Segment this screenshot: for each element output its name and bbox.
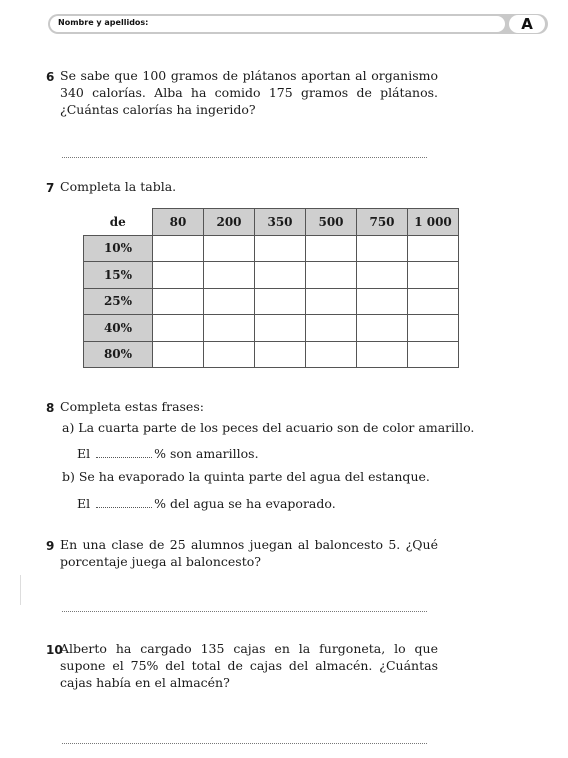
answer-cell[interactable]: [306, 288, 357, 315]
exercise-9-number: 9: [46, 539, 55, 553]
exercise-8-text: Completa estas frases:: [60, 399, 204, 414]
exercise-6-answer-line[interactable]: [62, 157, 427, 158]
answer-cell[interactable]: [204, 235, 255, 262]
answer-cell[interactable]: [255, 235, 306, 262]
answer-cell[interactable]: [306, 315, 357, 342]
answer-cell[interactable]: [153, 341, 204, 368]
exercise-10-number: 10: [46, 643, 63, 657]
answer-cell[interactable]: [306, 235, 357, 262]
row-header: 15%: [84, 262, 153, 289]
answer-cell[interactable]: [204, 288, 255, 315]
exercise-8b-statement: b) Se ha evaporado la quinta parte del agua del estanque.: [62, 469, 430, 484]
answer-cell[interactable]: [357, 315, 408, 342]
table-row: [84, 262, 459, 289]
exercise-9-answer-line[interactable]: [62, 611, 427, 612]
row-header: 10%: [84, 235, 153, 262]
exercise-7-number: 7: [46, 181, 55, 195]
exercise-7-text: Completa la tabla.: [60, 179, 177, 194]
exercise-8b-blank[interactable]: [96, 497, 152, 508]
row-header: 25%: [84, 288, 153, 315]
answer-cell[interactable]: [408, 235, 459, 262]
percentage-table: [83, 208, 459, 368]
column-header: 200: [204, 209, 255, 236]
exercise-8a-statement: a) La cuarta parte de los peces del acuario son de color amarillo.: [62, 420, 475, 435]
exercise-8a-sentence: [77, 445, 259, 462]
exercise-8b-sentence: [77, 495, 336, 512]
exercise-8a-blank[interactable]: [96, 447, 152, 458]
answer-cell[interactable]: [306, 341, 357, 368]
answer-cell[interactable]: [153, 235, 204, 262]
column-header: 80: [153, 209, 204, 236]
answer-cell[interactable]: [357, 341, 408, 368]
answer-cell[interactable]: [357, 235, 408, 262]
answer-cell[interactable]: [408, 341, 459, 368]
answer-cell[interactable]: [204, 341, 255, 368]
column-header: 350: [255, 209, 306, 236]
version-badge: A: [509, 15, 545, 33]
row-header: 40%: [84, 315, 153, 342]
answer-cell[interactable]: [408, 315, 459, 342]
exercise-6-text: Se sabe que 100 gramos de plátanos aportan al organismo 340 calorías. Alba ha comido 175 gramos de plátanos. ¿Cuántas calorías ha ingerido?: [60, 68, 438, 117]
exercise-9-text: En una clase de 25 alumnos juegan al baloncesto 5. ¿Qué porcentaje juega al baloncesto?: [60, 537, 438, 569]
column-header: 750: [357, 209, 408, 236]
table-row: [84, 288, 459, 315]
answer-cell[interactable]: [204, 315, 255, 342]
exercise-10-text: Alberto ha cargado 135 cajas en la furgoneta, lo que supone el 75% del total de cajas del almacén. ¿Cuántas cajas había en el almacén?: [60, 641, 438, 690]
exercise-8a-suffix: % son amarillos.: [154, 446, 259, 461]
table-corner-label: de: [109, 214, 126, 229]
table-row: [84, 315, 459, 342]
name-label: Nombre y apellidos:: [58, 18, 149, 27]
column-header: 1 000: [408, 209, 459, 236]
exercise-8-number: 8: [46, 401, 55, 415]
exercise-8b-prefix: El: [77, 496, 91, 511]
table-row: [84, 235, 459, 262]
table-header-row: [84, 209, 459, 236]
answer-cell[interactable]: [204, 262, 255, 289]
table-row: [84, 341, 459, 368]
exercise-6-number: 6: [46, 70, 55, 84]
answer-cell[interactable]: [357, 288, 408, 315]
answer-cell[interactable]: [153, 288, 204, 315]
answer-cell[interactable]: [255, 262, 306, 289]
exercise-8b-suffix: % del agua se ha evaporado.: [154, 496, 336, 511]
answer-cell[interactable]: [255, 288, 306, 315]
exercise-10-answer-line[interactable]: [62, 743, 427, 744]
name-field[interactable]: [50, 16, 505, 32]
answer-cell[interactable]: [255, 315, 306, 342]
answer-cell[interactable]: [255, 341, 306, 368]
answer-cell[interactable]: [306, 262, 357, 289]
answer-cell[interactable]: [357, 262, 408, 289]
exercise-8a-prefix: El: [77, 446, 91, 461]
answer-cell[interactable]: [408, 288, 459, 315]
row-header: 80%: [84, 341, 153, 368]
margin-line: [20, 575, 21, 605]
answer-cell[interactable]: [408, 262, 459, 289]
answer-cell[interactable]: [153, 315, 204, 342]
answer-cell[interactable]: [153, 262, 204, 289]
column-header: 500: [306, 209, 357, 236]
